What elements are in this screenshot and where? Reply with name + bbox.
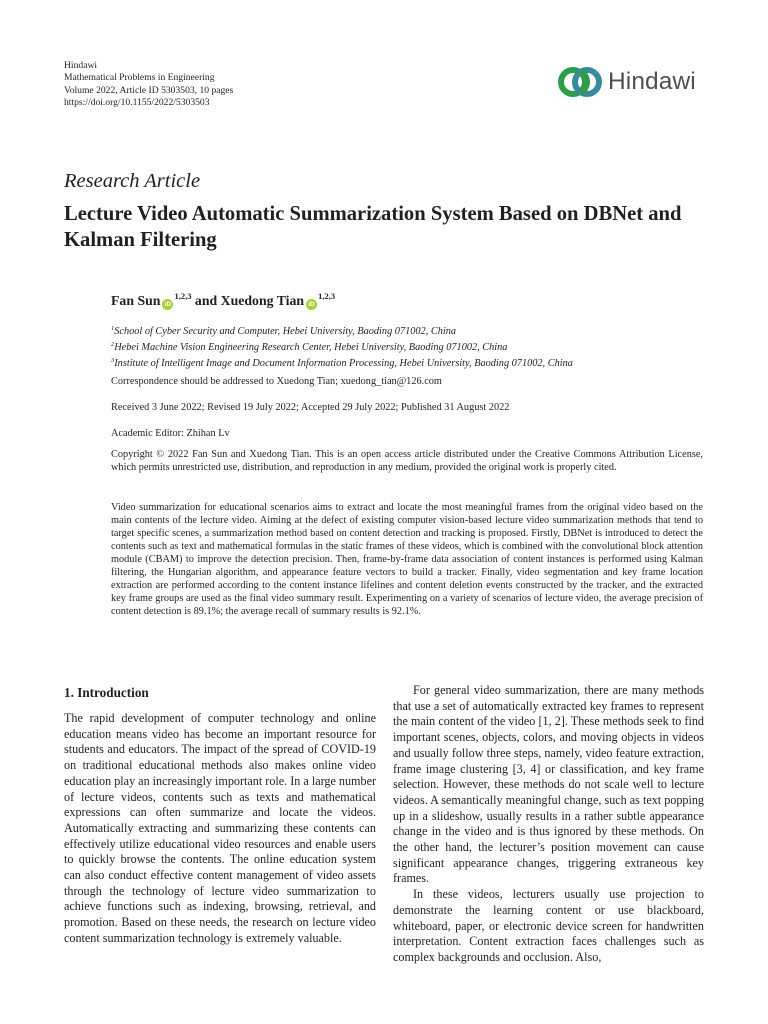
- affiliation-text: Institute of Intelligent Image and Document Information Processing, Hebei University, Baoding 071002, China: [114, 358, 573, 369]
- author-conjunction: and: [194, 293, 218, 308]
- journal-name: Mathematical Problems in Engineering: [64, 72, 215, 84]
- abstract: Video summarization for educational scenarios aims to extract and locate the most meaningful frames from the original video based on the main contents of the lecture video. Aiming at the defect of existing computer vision-based lecture video summarization methods that tend to target specific scenes, a summarization method based on content detection and tracking is proposed. Firstly, DBNet is introduced to detect the contents such as text and mathematical formulas in the static frames of these videos, which is combined with the convolutional block attention module (CBAM) to improve the detection precision. Then, frame-by-frame data association of content instances is performed using Kalman filtering, the Hungarian algorithm, and appearance feature vectors to build a tracker. Finally, video segmentation and key frame location extraction are performed according to the content instance lifelines and content deletion events constructed by the tracker, and the extracted key frame groups are used as the final video summary result. Experimenting on a variety of scenarios of lecture video, the average precision of content detection is 89.1%; the average recall of summary results is 92.1%.: [111, 502, 703, 617]
- affiliation-number: 1: [111, 325, 115, 332]
- article-title: Lecture Video Automatic Summarization System Based on DBNet and Kalman Filtering: [64, 203, 682, 251]
- hindawi-logo-icon: [557, 63, 603, 101]
- hindawi-logo-text: Hindawi: [608, 68, 696, 95]
- author-affiliation-marks: 1,2,3: [174, 291, 192, 301]
- copyright-notice: Copyright © 2022 Fan Sun and Xuedong Tian. This is an open access article distributed under the Creative Commons Attribution License, which permits unrestricted use, distribution, and reproduction in any medium, provided the original work is properly cited.: [111, 449, 703, 473]
- affiliation-item: [111, 354, 573, 370]
- orcid-icon[interactable]: iD: [306, 299, 317, 310]
- affiliations: [111, 322, 573, 370]
- body-paragraph: The rapid development of computer technology and online education means video has become an important resource for students and educators. The impact of the spread of COVID-19 on traditional educational methods also makes online video education play an increasingly important role. In a large number of lecture videos, contents such as texts and mathematical expressions can often summarize and locate the videos. Automatically extracting and summarizing these contents can effectively utilize educational video resources and enable users to quickly browse the contents. The online education system can also conduct effective content management of video assets through the technology of lecture video summarization to achieve functions such as indexing, browsing, retrieval, and promotion. Based on these needs, the research on lecture video content summarization technology is extremely valuable.: [64, 711, 376, 945]
- academic-editor: Academic Editor: Zhihan Lv: [111, 428, 230, 439]
- affiliation-item: [111, 338, 573, 354]
- affiliation-number: 2: [111, 341, 115, 348]
- author-affiliation-marks: 1,2,3: [318, 291, 336, 301]
- affiliation-text: Hebei Machine Vision Engineering Research Center, Hebei University, Baoding 071002, China: [114, 342, 508, 353]
- author-name: Xuedong Tian: [220, 293, 305, 308]
- affiliation-text: School of Cyber Security and Computer, Hebei University, Baoding 071002, China: [114, 326, 457, 337]
- affiliation-number: 3: [111, 357, 115, 364]
- right-column: [393, 683, 704, 966]
- doi-link[interactable]: https://doi.org/10.1155/2022/5303503: [64, 96, 210, 108]
- correspondence: Correspondence should be addressed to Xuedong Tian; xuedong_tian@126.com: [111, 376, 442, 387]
- left-column: [64, 685, 376, 947]
- article-type: Research Article: [64, 170, 201, 192]
- author-name: Fan Sun: [111, 293, 161, 308]
- body-paragraph: In these videos, lecturers usually use projection to demonstrate the learning content or use blackboard, whiteboard, paper, or electronic device screen for handwritten interpretation. Content extraction faces challenges such as complex backgrounds and occlusion. Also,: [393, 887, 704, 964]
- orcid-icon[interactable]: iD: [162, 299, 173, 310]
- body-paragraph: For general video summarization, there are many methods that use a set of automatically extracted key frames to represent the main content of the video [1, 2]. These methods seek to find important scenes, objects, colors, and moving objects in videos and usually follow three steps, namely, video feature extraction, frame image clustering [3, 4] or classification, and key frame selection. However, these methods do not scale well to lecture videos. A semantically meaningful change, such as text popping up in a slideshow, usually results in a rather subtle appearance change in the video and is thus ignored by these methods. On the other hand, the lecturer’s position movement can cause significant appearance changes, triggering extraneous key frames.: [393, 683, 704, 886]
- affiliation-item: [111, 322, 573, 338]
- publication-dates: Received 3 June 2022; Revised 19 July 2022; Accepted 29 July 2022; Published 31 August 2022: [111, 402, 510, 413]
- volume-line: Volume 2022, Article ID 5303503, 10 pages: [64, 84, 234, 96]
- hindawi-logo: [557, 63, 696, 101]
- section-heading: 1. Introduction: [64, 685, 149, 700]
- author-list: [111, 291, 335, 310]
- journal-meta: [64, 60, 233, 109]
- publisher-name: Hindawi: [64, 60, 98, 71]
